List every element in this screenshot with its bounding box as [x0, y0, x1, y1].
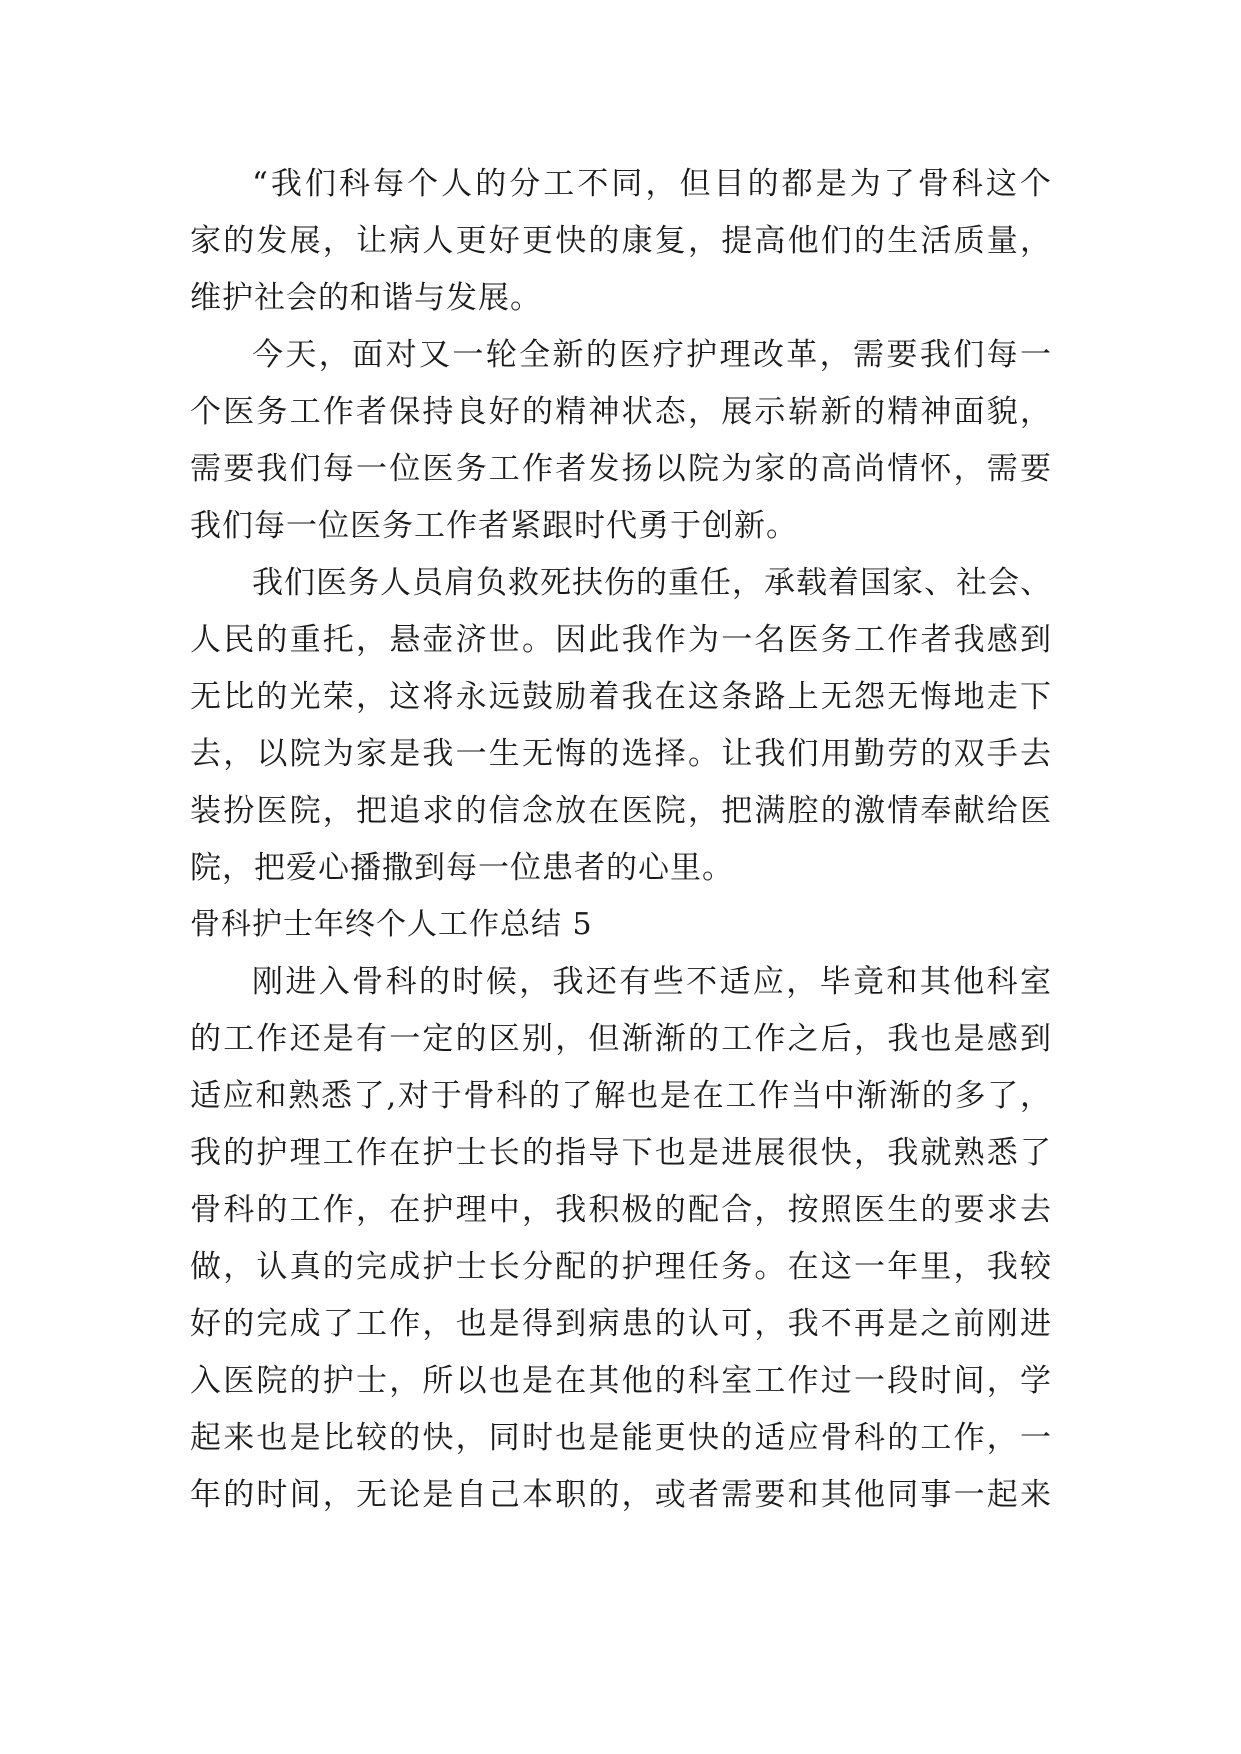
paragraph-2-line-2: 个医务工作者保持良好的精神状态，展示崭新的精神面貌，	[190, 394, 1052, 430]
paragraph-3-line-6: 院，把爱心播撒到每一位患者的心里。	[190, 850, 734, 886]
paragraph-1-line-1: “我们科每个人的分工不同，但目的都是为了骨科这个	[252, 166, 1052, 202]
paragraph-3-line-1: 我们医务人员肩负救死扶伤的重任，承载着国家、社会、	[252, 565, 1052, 601]
paragraph-3-line-4: 去，以院为家是我一生无悔的选择。让我们用勤劳的双手去	[190, 736, 1052, 772]
paragraph-3-line-3: 无比的光荣，这将永远鼓励着我在这条路上无怨无悔地走下	[190, 679, 1052, 715]
paragraph-4-line-2: 的工作还是有一定的区别，但渐渐的工作之后，我也是感到	[190, 1021, 1052, 1057]
paragraph-4-line-3: 适应和熟悉了,对于骨科的了解也是在工作当中渐渐的多了，	[190, 1078, 1052, 1114]
paragraph-4-line-4: 我的护理工作在护士长的指导下也是进展很快，我就熟悉了	[190, 1135, 1052, 1171]
paragraph-3-line-2: 人民的重托，悬壶济世。因此我作为一名医务工作者我感到	[190, 622, 1052, 658]
paragraph-4-line-5: 骨科的工作，在护理中，我积极的配合，按照医生的要求去	[190, 1192, 1052, 1228]
paragraph-2-line-4: 我们每一位医务工作者紧跟时代勇于创新。	[190, 508, 798, 544]
paragraph-3-line-5: 装扮医院，把追求的信念放在医院，把满腔的激情奉献给医	[190, 793, 1052, 829]
paragraph-4-line-1: 刚进入骨科的时候，我还有些不适应，毕竟和其他科室	[252, 964, 1052, 1000]
paragraph-1-line-3: 维护社会的和谐与发展。	[190, 280, 542, 316]
paragraph-2-line-3: 需要我们每一位医务工作者发扬以院为家的高尚情怀，需要	[190, 451, 1052, 487]
paragraph-1-line-2: 家的发展，让病人更好更快的康复，提高他们的生活质量，	[190, 223, 1052, 259]
paragraph-4-line-9: 起来也是比较的快，同时也是能更快的适应骨科的工作，一	[190, 1420, 1052, 1456]
paragraph-4-line-10: 年的时间，无论是自己本职的，或者需要和其他同事一起来	[190, 1477, 1052, 1513]
section-heading: 骨科护士年终个人工作总结 5	[190, 907, 593, 942]
paragraph-2-line-1: 今天，面对又一轮全新的医疗护理改革，需要我们每一	[252, 337, 1052, 373]
paragraph-4-line-6: 做，认真的完成护士长分配的护理任务。在这一年里，我较	[190, 1249, 1052, 1285]
paragraph-4-line-8: 入医院的护士，所以也是在其他的科室工作过一段时间，学	[190, 1363, 1052, 1399]
paragraph-4-line-7: 好的完成了工作，也是得到病患的认可，我不再是之前刚进	[190, 1306, 1052, 1342]
